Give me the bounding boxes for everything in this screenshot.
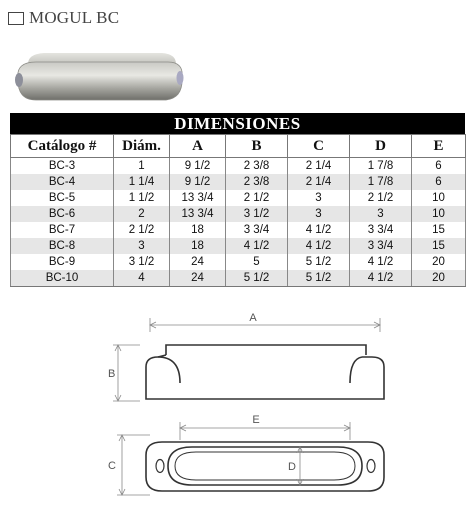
product-photo xyxy=(10,42,186,112)
top-view-outline xyxy=(146,442,384,491)
table-cell: 6 xyxy=(412,158,466,175)
dimension-b-label: B xyxy=(108,368,116,380)
table-cell: 3 1/2 xyxy=(226,206,288,222)
table-cell: 1 7/8 xyxy=(350,174,412,190)
table-cell: 1 1/2 xyxy=(114,190,170,206)
table-cell: 3 xyxy=(288,206,350,222)
table-row xyxy=(11,206,466,222)
screw-hole-right xyxy=(367,460,375,473)
dimensions-table xyxy=(10,113,465,287)
product-title: MOGUL BC xyxy=(29,8,120,27)
table-row xyxy=(11,190,466,206)
dimension-e-label: E xyxy=(252,414,260,426)
table-header-row xyxy=(11,135,466,158)
table-cell: 1 xyxy=(114,158,170,175)
dimension-d-label: D xyxy=(288,461,296,473)
table-cell: 24 xyxy=(170,254,226,270)
column-header: B xyxy=(226,135,288,158)
table-cell: 20 xyxy=(412,270,466,287)
column-header: Diám. xyxy=(114,135,170,158)
table-cell: 10 xyxy=(412,206,466,222)
table-cell: 18 xyxy=(170,222,226,238)
dimension-b-guide xyxy=(113,345,140,401)
dimension-e-guide xyxy=(180,422,350,440)
table-cell: 10 xyxy=(412,190,466,206)
table-cell: 3 3/4 xyxy=(350,222,412,238)
column-header: D xyxy=(350,135,412,158)
table-cell: BC-8 xyxy=(11,238,114,254)
table-row xyxy=(11,158,466,175)
table-cell: BC-7 xyxy=(11,222,114,238)
table-cell: 2 1/4 xyxy=(288,174,350,190)
table-cell: BC-10 xyxy=(11,270,114,287)
table-title: DIMENSIONES xyxy=(10,113,465,134)
table-cell: 3 1/2 xyxy=(114,254,170,270)
column-header: A xyxy=(170,135,226,158)
table-cell: 2 1/2 xyxy=(350,190,412,206)
table-cell: 4 1/2 xyxy=(226,238,288,254)
table-cell: 15 xyxy=(412,222,466,238)
table-cell: 13 3/4 xyxy=(170,190,226,206)
table-cell: 24 xyxy=(170,270,226,287)
dimension-d-guide xyxy=(297,447,303,485)
table-cell: BC-5 xyxy=(11,190,114,206)
table-cell: 9 1/2 xyxy=(170,174,226,190)
table-cell: 2 1/4 xyxy=(288,158,350,175)
table-cell: 13 3/4 xyxy=(170,206,226,222)
table-row xyxy=(11,238,466,254)
table-cell: 5 1/2 xyxy=(288,254,350,270)
table-row xyxy=(11,222,466,238)
table-cell: BC-9 xyxy=(11,254,114,270)
column-header: E xyxy=(412,135,466,158)
table-cell: 4 xyxy=(114,270,170,287)
table-cell: 18 xyxy=(170,238,226,254)
column-header: C xyxy=(288,135,350,158)
table-cell: 5 xyxy=(226,254,288,270)
table-cell: BC-6 xyxy=(11,206,114,222)
table-cell: 15 xyxy=(412,238,466,254)
table-cell: 3 xyxy=(114,238,170,254)
table-cell: 3 xyxy=(288,190,350,206)
table-cell: 4 1/2 xyxy=(288,222,350,238)
table-cell: 1 1/4 xyxy=(114,174,170,190)
table-cell: BC-3 xyxy=(11,158,114,175)
table-cell: 2 1/2 xyxy=(226,190,288,206)
side-view-outline xyxy=(146,345,384,399)
table-cell: 4 1/2 xyxy=(288,238,350,254)
table-row xyxy=(11,174,466,190)
table-cell: 2 1/2 xyxy=(114,222,170,238)
table-cell: 6 xyxy=(412,174,466,190)
table-cell: 4 1/2 xyxy=(350,254,412,270)
screw-hole-left xyxy=(156,460,164,473)
table-cell: 3 3/4 xyxy=(350,238,412,254)
page-header xyxy=(8,9,119,27)
dimension-c-label: C xyxy=(108,460,116,472)
table-cell: 5 1/2 xyxy=(288,270,350,287)
table-cell: 2 3/8 xyxy=(226,174,288,190)
square-icon xyxy=(8,12,24,25)
table-cell: 1 7/8 xyxy=(350,158,412,175)
column-header: Catálogo # xyxy=(11,135,114,158)
table-cell: 9 1/2 xyxy=(170,158,226,175)
table-cell: 3 3/4 xyxy=(226,222,288,238)
table-cell: 2 xyxy=(114,206,170,222)
dimension-c-guide xyxy=(117,435,150,495)
table-cell: 20 xyxy=(412,254,466,270)
table-cell: 4 1/2 xyxy=(350,270,412,287)
table-row xyxy=(11,270,466,287)
table-cell: 3 xyxy=(350,206,412,222)
table-cell: BC-4 xyxy=(11,174,114,190)
dimension-a-guide xyxy=(150,318,380,332)
dimension-drawing xyxy=(100,305,400,505)
table-cell: 5 1/2 xyxy=(226,270,288,287)
table-row xyxy=(11,254,466,270)
dimension-a-label: A xyxy=(249,312,257,324)
table-cell: 2 3/8 xyxy=(226,158,288,175)
